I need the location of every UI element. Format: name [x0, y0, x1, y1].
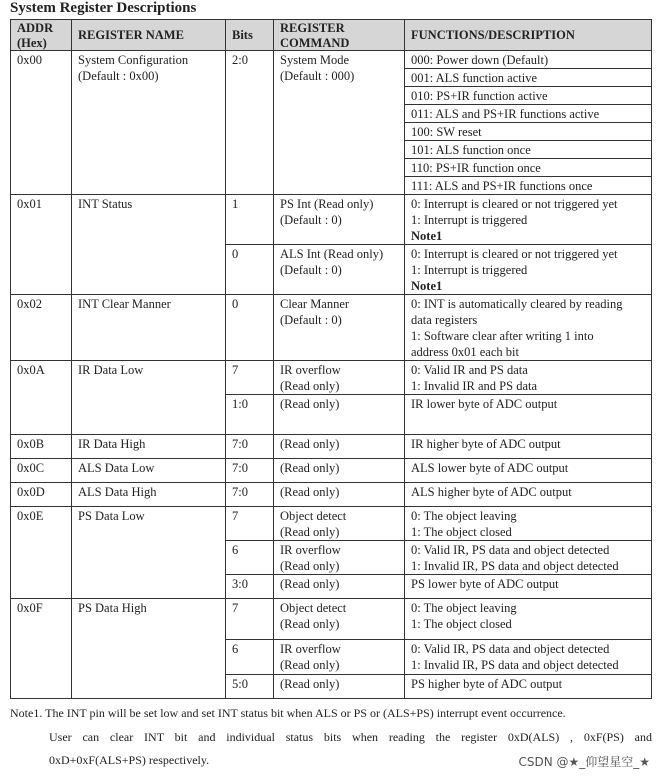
command-cell: (Read only) — [274, 435, 405, 459]
description-cell: IR lower byte of ADC output — [405, 395, 652, 435]
watermark: CSDN @★_仰望星空_★ — [518, 755, 650, 769]
addr-cell: 0x00 — [11, 51, 72, 195]
name-cell: IR Data Low — [72, 361, 226, 435]
description-cell: 010: PS+IR function active — [405, 87, 652, 105]
description-cell: 0: The object leaving 1: The object closed — [405, 507, 652, 541]
addr-cell: 0x01 — [11, 195, 72, 295]
register-table — [10, 19, 652, 699]
addr-cell: 0x02 — [11, 295, 72, 361]
footnote-line: Note1. The INT pin will be set low and set INT status bit when ALS or PS or (ALS+PS) interrupt event occurrence. — [10, 706, 566, 720]
bits-cell: 5:0 — [226, 675, 274, 699]
table-row — [11, 483, 652, 507]
name-cell: PS Data Low — [72, 507, 226, 599]
table-row — [11, 459, 652, 483]
description-cell: 000: Power down (Default) — [405, 51, 652, 69]
command-cell: (Read only) — [274, 575, 405, 599]
description-cell: ALS lower byte of ADC output — [405, 459, 652, 483]
table-row — [11, 507, 652, 541]
note-reference: Note1 — [411, 279, 443, 293]
command-cell: Clear Manner (Default : 0) — [274, 295, 405, 361]
bits-cell: 7:0 — [226, 483, 274, 507]
addr-cell: 0x0C — [11, 459, 72, 483]
bits-cell: 7:0 — [226, 435, 274, 459]
name-cell: INT Clear Manner — [72, 295, 226, 361]
command-cell: (Read only) — [274, 483, 405, 507]
name-cell: IR Data High — [72, 435, 226, 459]
name-cell: INT Status — [72, 195, 226, 295]
addr-cell: 0x0F — [11, 599, 72, 699]
command-cell: (Read only) — [274, 675, 405, 699]
description-cell: 111: ALS and PS+IR functions once — [405, 177, 652, 195]
description-cell: PS lower byte of ADC output — [405, 575, 652, 599]
page-title: System Register Descriptions — [10, 0, 197, 16]
addr-cell: 0x0D — [11, 483, 72, 507]
command-cell: PS Int (Read only) (Default : 0) — [274, 195, 405, 245]
table-row — [11, 361, 652, 395]
description-cell: 0: Valid IR, PS data and object detected 1: Invalid IR, PS data and object detected — [405, 541, 652, 575]
bits-cell: 0 — [226, 245, 274, 295]
table-row — [11, 599, 652, 640]
footnote-line: User can clear INT bit and individual status bits when reading the register 0xD(ALS) , 0xF(PS) and — [49, 729, 652, 744]
description-cell: 0: Interrupt is cleared or not triggered yet 1: Interrupt is triggered Note1 — [405, 245, 652, 295]
addr-cell: 0x0A — [11, 361, 72, 435]
bits-cell: 6 — [226, 640, 274, 675]
header-addr: ADDR (Hex) — [11, 20, 72, 51]
command-cell: ALS Int (Read only) (Default : 0) — [274, 245, 405, 295]
table-row — [11, 295, 652, 361]
name-cell: ALS Data Low — [72, 459, 226, 483]
command-cell: Object detect (Read only) — [274, 507, 405, 541]
name-cell: System Configuration (Default : 0x00) — [72, 51, 226, 195]
description-cell: 100: SW reset — [405, 123, 652, 141]
command-cell: (Read only) — [274, 395, 405, 435]
bits-cell: 7:0 — [226, 459, 274, 483]
description-cell: PS higher byte of ADC output — [405, 675, 652, 699]
description-cell: 0: INT is automatically cleared by reading data registers 1: Software clear after writing 1 into address 0x01 each bit — [405, 295, 652, 361]
addr-cell: 0x0B — [11, 435, 72, 459]
table-row — [11, 195, 652, 245]
bits-cell: 2:0 — [226, 51, 274, 195]
command-cell: IR overflow (Read only) — [274, 640, 405, 675]
table-row — [11, 435, 652, 459]
header-bits: Bits — [226, 20, 274, 51]
bits-cell: 7 — [226, 599, 274, 640]
description-cell: 0: Interrupt is cleared or not triggered yet 1: Interrupt is triggered Note1 — [405, 195, 652, 245]
description-cell: 101: ALS function once — [405, 141, 652, 159]
bits-cell: 1:0 — [226, 395, 274, 435]
bits-cell: 7 — [226, 361, 274, 395]
description-cell: 011: ALS and PS+IR functions active — [405, 105, 652, 123]
addr-cell: 0x0E — [11, 507, 72, 599]
command-cell: System Mode (Default : 000) — [274, 51, 405, 195]
name-cell: PS Data High — [72, 599, 226, 699]
command-cell: IR overflow (Read only) — [274, 361, 405, 395]
header-description: FUNCTIONS/DESCRIPTION — [405, 20, 652, 51]
header-register-name: REGISTER NAME — [72, 20, 226, 51]
description-cell: 0: Valid IR and PS data 1: Invalid IR and PS data — [405, 361, 652, 395]
header-register-command: REGISTER COMMAND — [274, 20, 405, 51]
command-cell: (Read only) — [274, 459, 405, 483]
description-cell: 0: Valid IR, PS data and object detected 1: Invalid IR, PS data and object detected — [405, 640, 652, 675]
bits-cell: 1 — [226, 195, 274, 245]
bits-cell: 3:0 — [226, 575, 274, 599]
note-reference: Note1 — [411, 229, 443, 243]
command-cell: IR overflow (Read only) — [274, 541, 405, 575]
table-row — [11, 51, 652, 69]
name-cell: ALS Data High — [72, 483, 226, 507]
footnote-line: 0xD+0xF(ALS+PS) respectively. — [49, 753, 210, 767]
description-cell: 0: The object leaving 1: The object closed — [405, 599, 652, 640]
description-cell: 110: PS+IR function once — [405, 159, 652, 177]
description-cell: ALS higher byte of ADC output — [405, 483, 652, 507]
bits-cell: 6 — [226, 541, 274, 575]
table-header-row — [11, 20, 652, 51]
command-cell: Object detect (Read only) — [274, 599, 405, 640]
bits-cell: 7 — [226, 507, 274, 541]
description-cell: 001: ALS function active — [405, 69, 652, 87]
bits-cell: 0 — [226, 295, 274, 361]
description-cell: IR higher byte of ADC output — [405, 435, 652, 459]
